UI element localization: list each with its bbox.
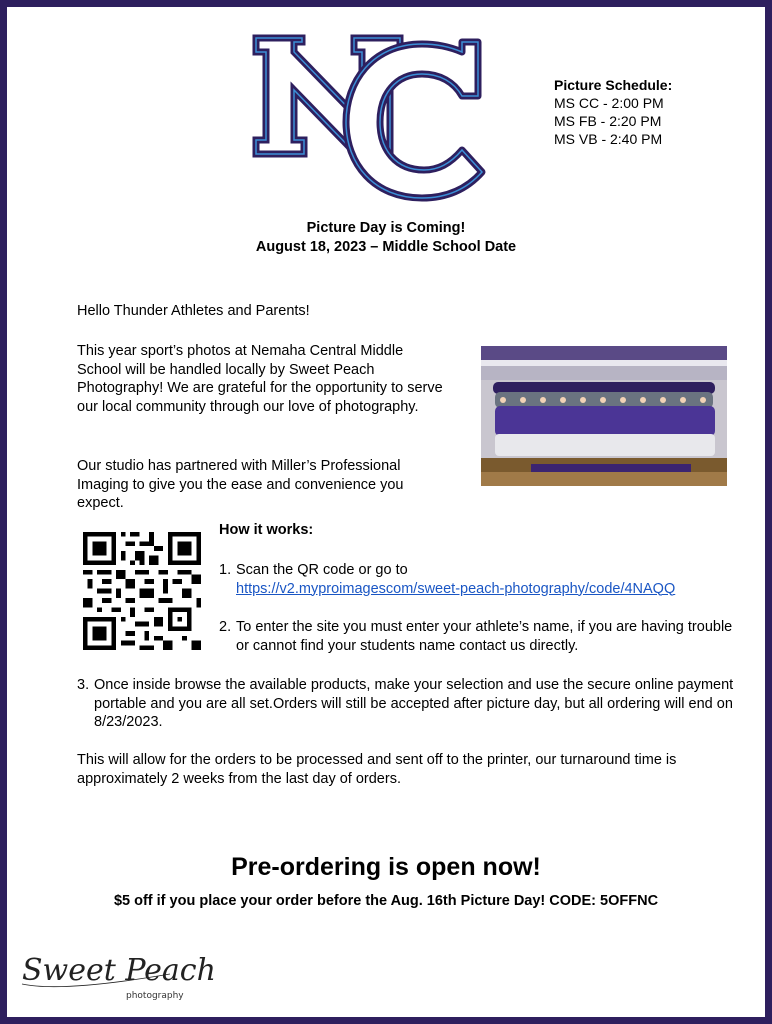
order-link[interactable]: https://v2.myproimagescom/sweet-peach-photography/code/4NAQQ: [236, 580, 676, 597]
studio-paragraph: Our studio has partnered with Miller’s Professional Imaging to give you the ease and convenience you expect.: [77, 458, 404, 511]
step-1: [219, 561, 749, 598]
how-it-works-heading: How it works:: [219, 522, 314, 538]
step-number: 2.: [219, 619, 232, 635]
step-text: Once inside browse the available products, make your selection and use the secure online payment portable and you are all set.Orders will still be accepted after picture day, but all ordering will end on 8/23/2023.: [94, 677, 734, 730]
brand-script: Sweet Peach: [22, 953, 216, 988]
discount-code: $5 off if you place your order before the Aug. 16th Picture Day! CODE: 5OFFNC: [113, 893, 659, 909]
step-number: 1.: [219, 562, 232, 578]
picture-schedule: [554, 76, 672, 148]
greeting: Hello Thunder Athletes and Parents!: [77, 303, 310, 319]
schedule-item: MS FB - 2:20 PM: [554, 113, 662, 129]
qr-code[interactable]: [83, 532, 201, 650]
step-number: 3.: [77, 677, 90, 693]
schedule-heading: Picture Schedule:: [554, 77, 673, 93]
turnaround-paragraph: This will allow for the orders to be processed and sent off to the printer, our turnaround time is approximately 2 weeks from the last day of orders.: [77, 752, 677, 787]
step-2: [219, 618, 739, 655]
step-text: To enter the site you must enter your athlete’s name, if you are having trouble or cannot find your students name contact us directly.: [236, 619, 733, 654]
schedule-item: MS CC - 2:00 PM: [554, 95, 664, 111]
intro-paragraph: This year sport’s photos at Nemaha Central Middle School will be handled locally by Sweet Peach Photography! We are grateful for the opportunity to serve our local community through our love of photography.: [77, 343, 443, 415]
sweet-peach-logo: [20, 946, 216, 1004]
step-1-text: Scan the QR code or go to: [236, 562, 408, 578]
headline-title: Picture Day is Coming!: [306, 220, 466, 236]
team-photo: [481, 346, 727, 486]
headline-date: August 18, 2023 – Middle School Date: [255, 239, 517, 255]
logo-letter-c: [346, 42, 482, 198]
step-3: [77, 676, 747, 732]
preorder-banner: Pre-ordering is open now!: [231, 853, 541, 881]
step-text: [219, 561, 749, 598]
nc-logo: [250, 30, 490, 205]
brand-sub: photography: [126, 991, 184, 1001]
schedule-item: MS VB - 2:40 PM: [554, 131, 663, 147]
